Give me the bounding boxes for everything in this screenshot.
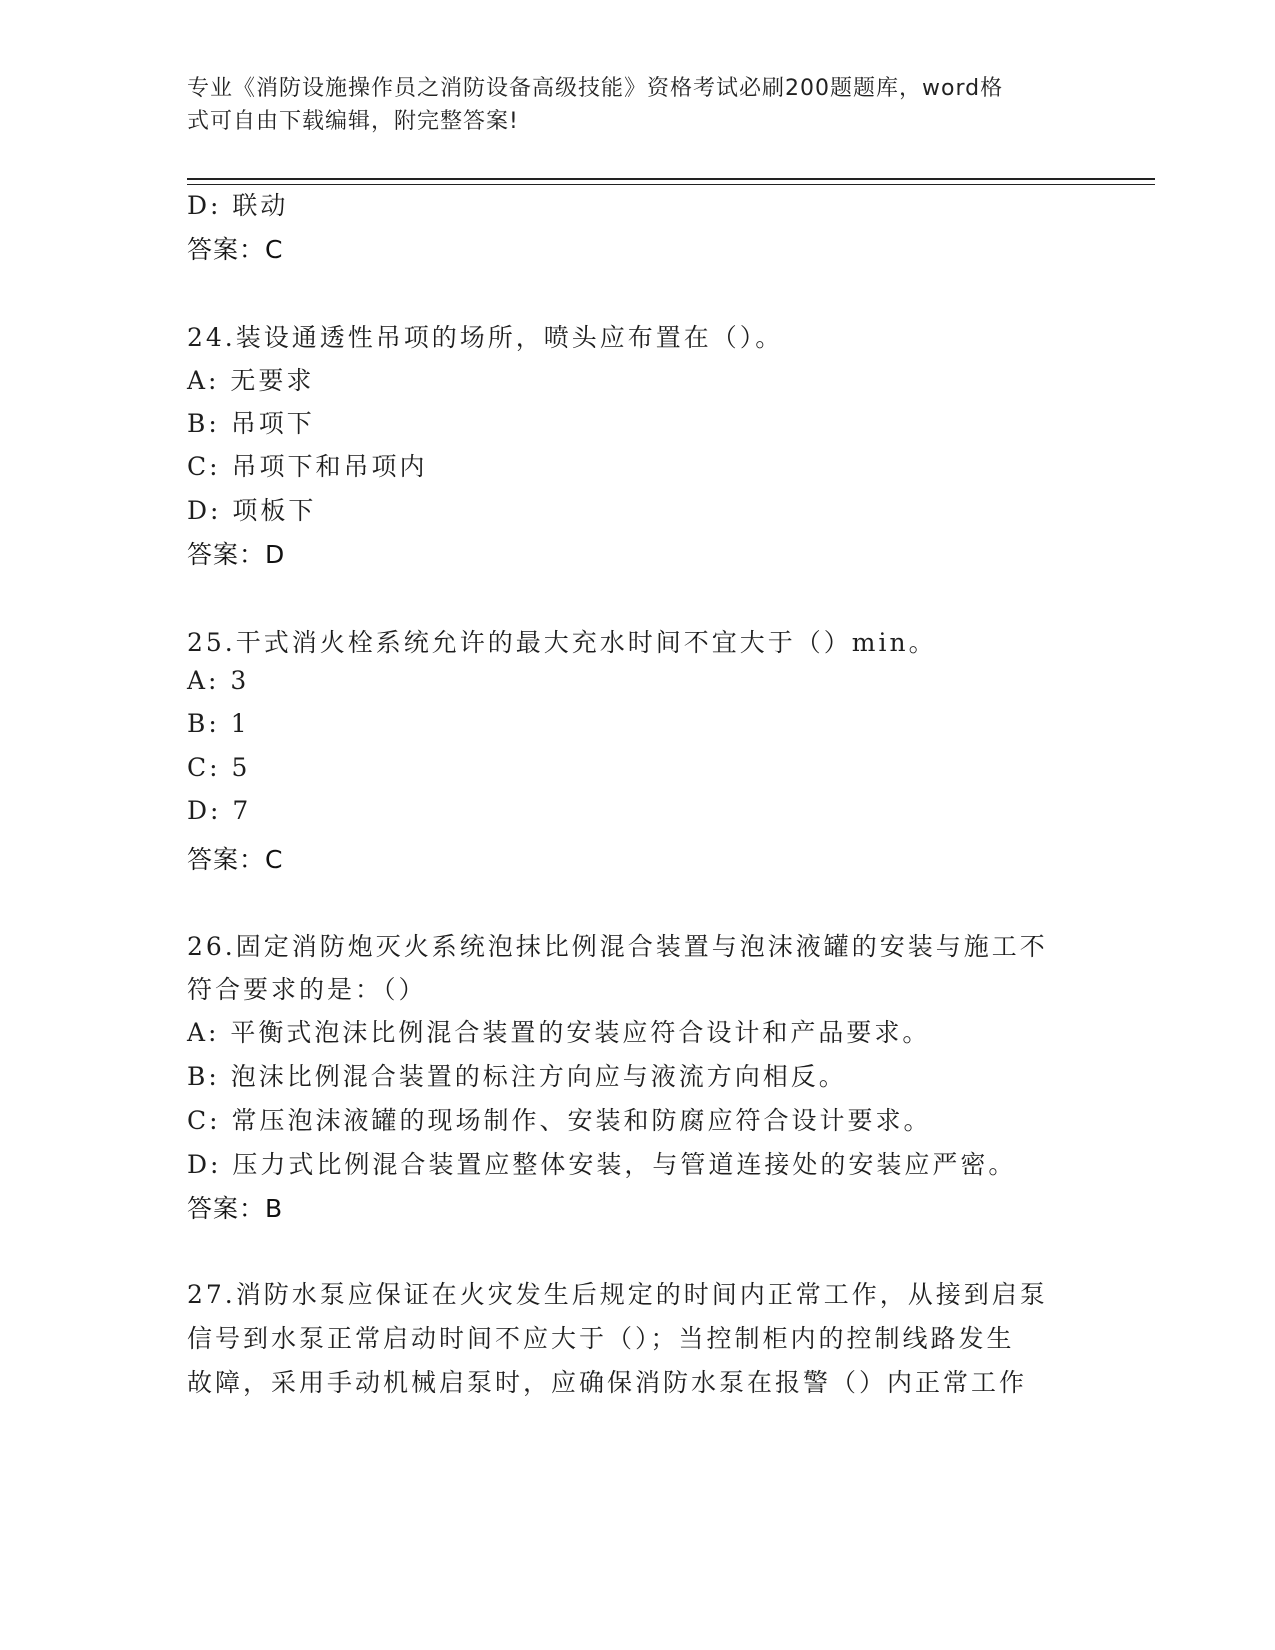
- question-line: 24.装设通透性吊项的场所，喷头应布置在（）。: [187, 323, 784, 352]
- option-line: C: 吊项下和吊项内: [187, 452, 428, 481]
- answer-line: 答案：C: [187, 235, 284, 264]
- document-header: [187, 72, 1087, 138]
- header-divider-thin: [187, 184, 1155, 185]
- option-line: A: 无要求: [187, 366, 315, 395]
- option-line: B: 1: [187, 709, 250, 738]
- option-line: A: 3: [187, 666, 250, 695]
- answer-line: 答案：B: [187, 1194, 284, 1223]
- answer-line: 答案：C: [187, 845, 284, 874]
- answer-line: 答案：D: [187, 540, 286, 569]
- question-line: 符合要求的是：（）: [187, 975, 427, 1004]
- option-line: C: 常压泡沫液罐的现场制作、安装和防腐应符合设计要求。: [187, 1106, 932, 1135]
- question-line: 故障，采用手动机械启泵时，应确保消防水泵在报警（）内正常工作: [187, 1368, 1028, 1397]
- header-divider-thick: [187, 178, 1155, 180]
- option-line: B: 吊项下: [187, 409, 315, 438]
- option-line: D: 项板下: [187, 496, 317, 525]
- header-line-1: 专业《消防设施操作员之消防设备高级技能》资格考试必刷200题题库，word格: [187, 76, 1004, 101]
- question-line: 25.干式消火栓系统允许的最大充水时间不宜大于（）min。: [187, 628, 937, 657]
- option-line: D: 联动: [187, 191, 289, 220]
- option-line: D: 7: [187, 796, 252, 825]
- question-line: 26.固定消防炮灭火系统泡抹比例混合装置与泡沫液罐的安装与施工不: [187, 932, 1048, 961]
- option-line: B: 泡沫比例混合装置的标注方向应与液流方向相反。: [187, 1062, 847, 1091]
- option-line: A: 平衡式泡沫比例混合装置的安装应符合设计和产品要求。: [187, 1018, 931, 1047]
- header-line-2: 式可自由下载编辑，附完整答案!: [187, 109, 519, 134]
- question-line: 27.消防水泵应保证在火灾发生后规定的时间内正常工作，从接到启泵: [187, 1280, 1048, 1309]
- option-line: D: 压力式比例混合装置应整体安装，与管道连接处的安装应严密。: [187, 1150, 1017, 1179]
- question-line: 信号到水泵正常启动时间不应大于（）；当控制柜内的控制线路发生: [187, 1324, 1015, 1353]
- option-line: C: 5: [187, 753, 251, 782]
